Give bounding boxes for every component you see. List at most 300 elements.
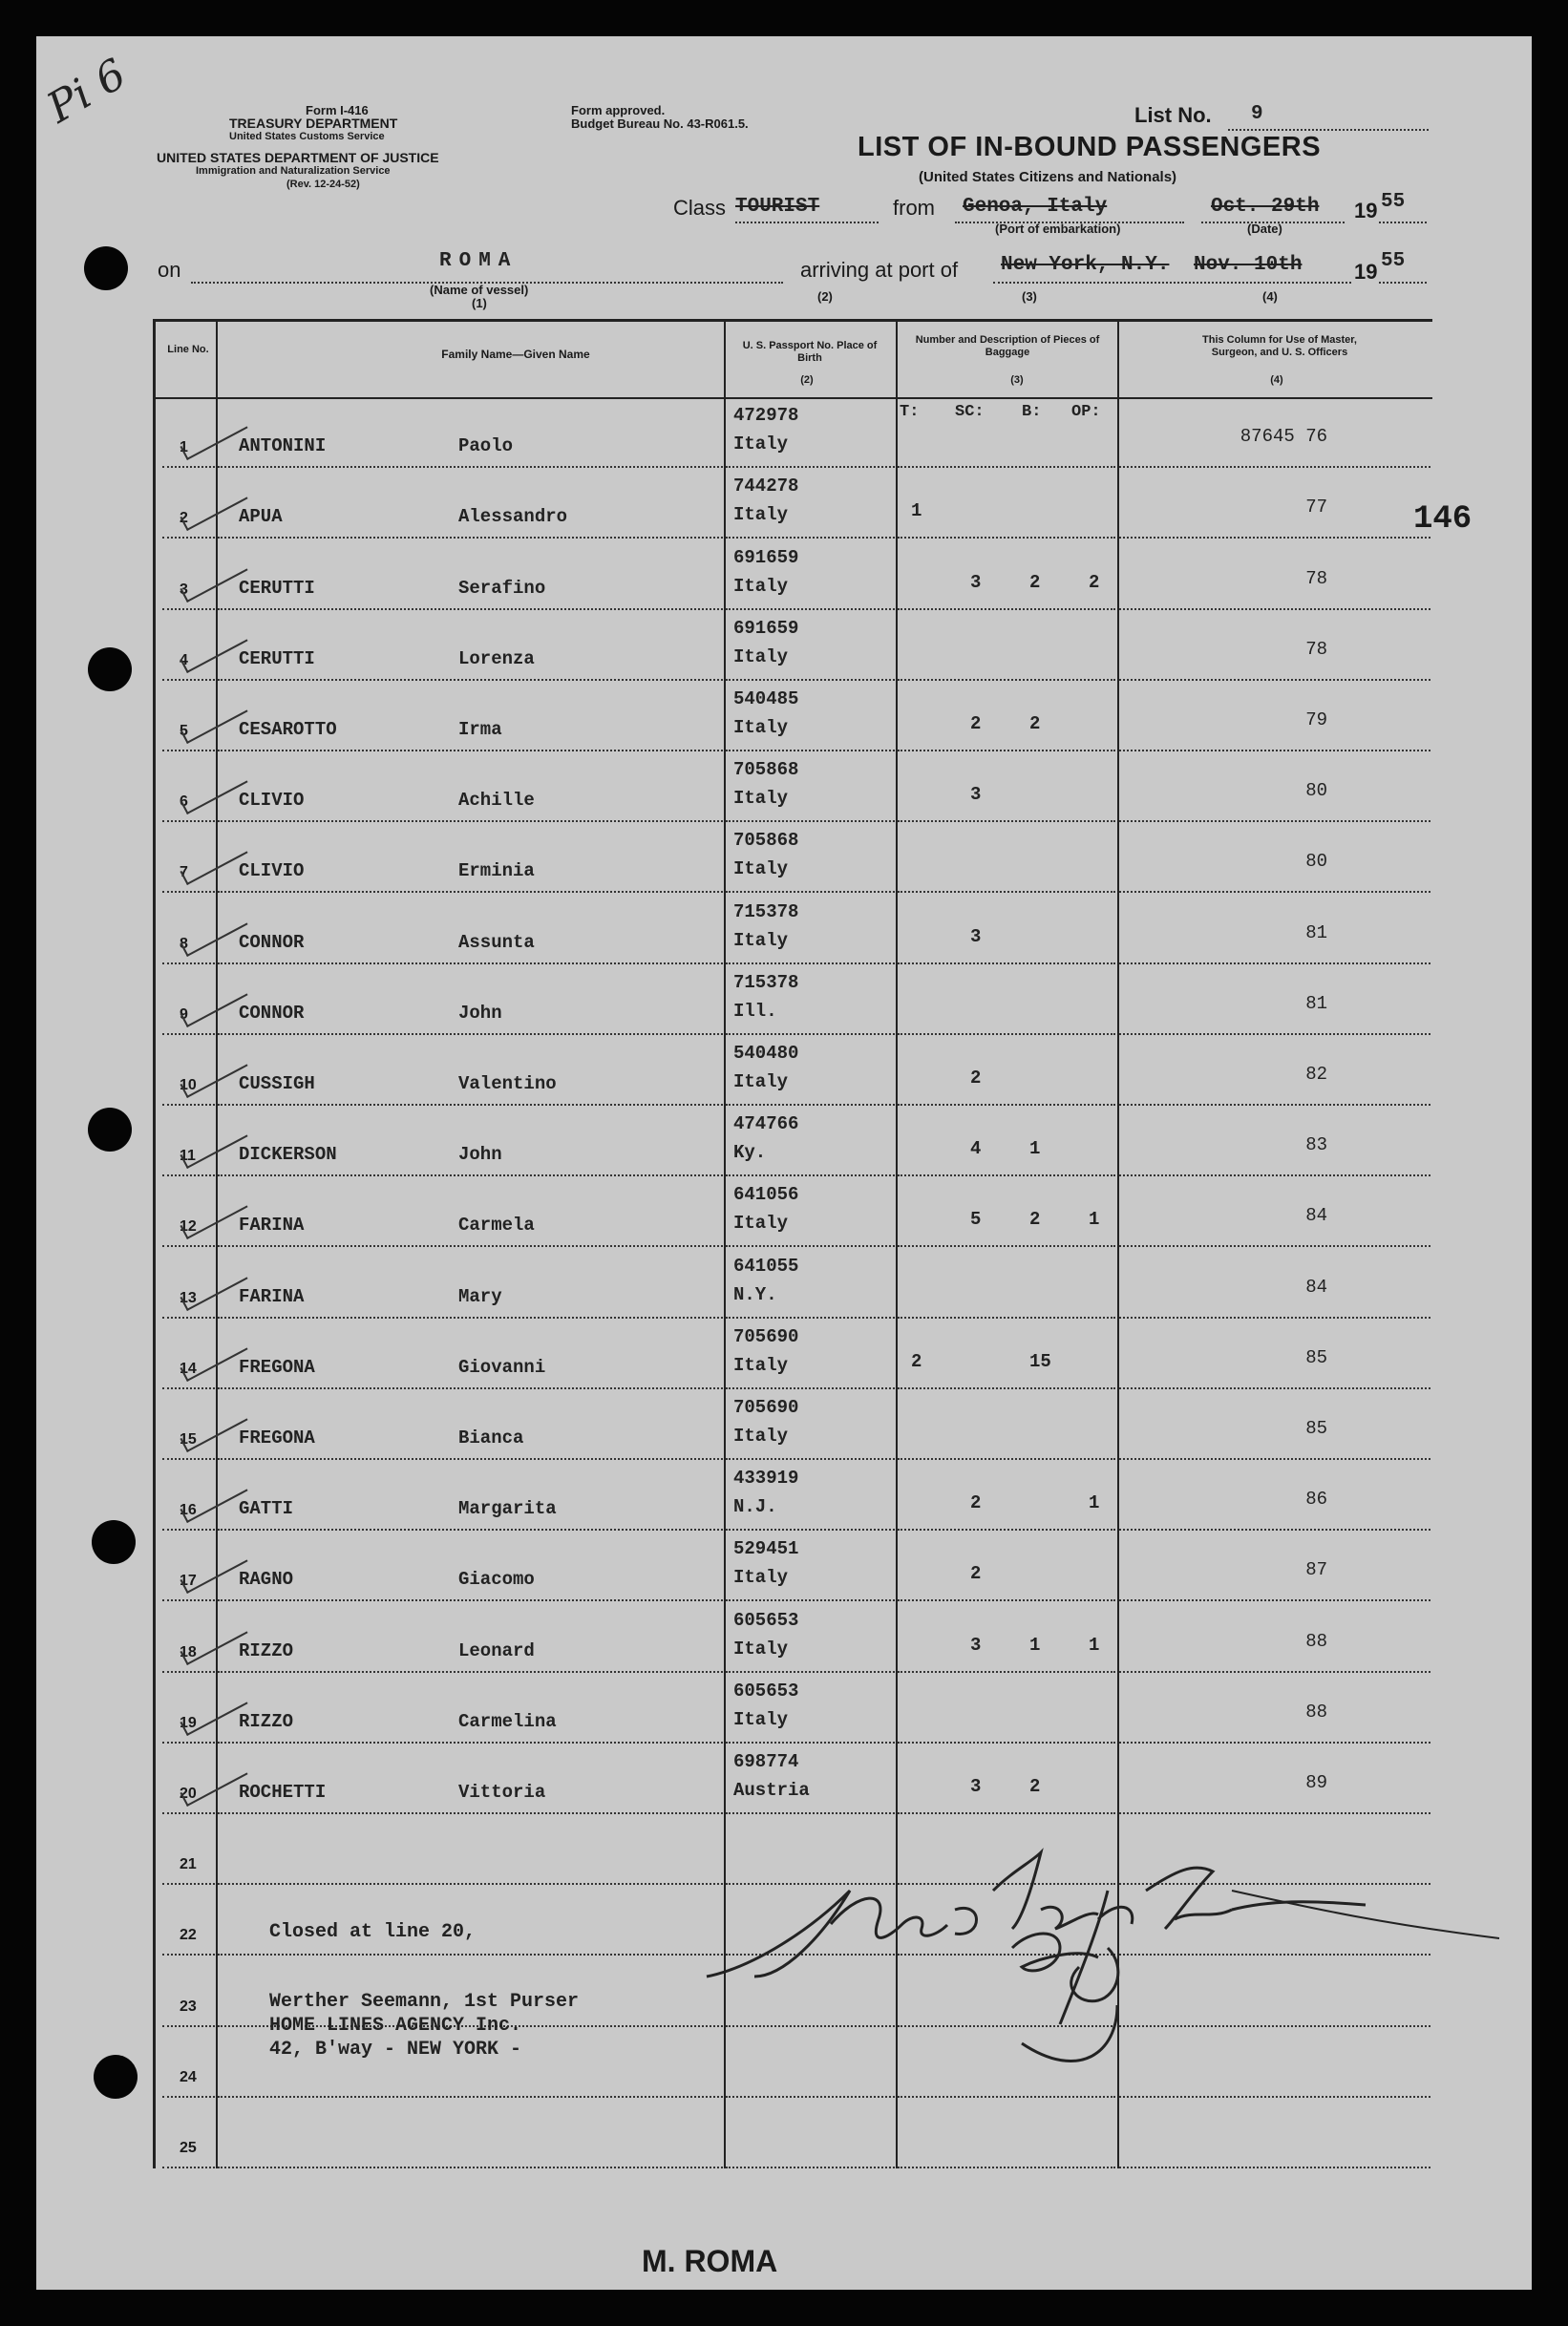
row-rule xyxy=(1119,2167,1430,2168)
row-rule xyxy=(1119,1245,1430,1247)
baggage-other: 2 xyxy=(1089,571,1100,593)
row-rule xyxy=(162,1458,215,1460)
row-rule xyxy=(218,891,723,893)
officer-entry: 87645 76 xyxy=(1240,426,1327,448)
row-rule xyxy=(218,466,723,468)
line-number: 1 xyxy=(180,439,188,456)
officer-entry: 79 xyxy=(1305,709,1327,730)
officer-entry: 85 xyxy=(1305,1418,1327,1439)
class-label: Class xyxy=(673,196,727,220)
line-number: 18 xyxy=(180,1643,197,1660)
year-line-2 xyxy=(1379,282,1427,284)
row-rule xyxy=(898,1529,1115,1531)
row-rule xyxy=(726,1174,895,1176)
form-number: Form I-416 xyxy=(306,103,369,117)
row-rule xyxy=(726,466,895,468)
officer-entry: 88 xyxy=(1305,1630,1327,1652)
treasury-department: TREASURY DEPARTMENT xyxy=(229,116,398,131)
baggage-other: 1 xyxy=(1089,1492,1100,1514)
row-rule xyxy=(162,1245,215,1247)
row-rule xyxy=(162,2096,215,2098)
row-rule xyxy=(218,679,723,681)
officer-entry: 89 xyxy=(1305,1772,1327,1793)
baggage-bags: 1 xyxy=(1029,1634,1041,1656)
from-label: from xyxy=(893,196,935,220)
bag-code-b: B: xyxy=(1022,403,1042,421)
row-rule xyxy=(218,608,723,610)
row-rule xyxy=(162,891,215,893)
family-name: CUSSIGH xyxy=(239,1073,315,1094)
baggage-trunks: 2 xyxy=(911,1350,922,1372)
line-number: 10 xyxy=(180,1077,197,1093)
date-label: (Date) xyxy=(1247,222,1282,236)
punch-hole xyxy=(84,246,128,290)
line-number: 7 xyxy=(180,864,188,881)
line-number: 11 xyxy=(180,1148,196,1165)
row-rule xyxy=(726,537,895,539)
header-rule xyxy=(153,397,1432,399)
passport-number: 433919 xyxy=(733,1468,799,1490)
vessel-label: (Name of vessel) xyxy=(430,283,529,297)
header-name: Family Name—Given Name xyxy=(441,348,590,361)
signature xyxy=(697,1833,1509,2082)
row-rule xyxy=(726,1742,895,1744)
purser-name: Werther Seemann, 1st Purser xyxy=(269,1991,580,2013)
passport-number: 691659 xyxy=(733,617,799,639)
family-name: FREGONA xyxy=(239,1427,315,1448)
row-rule xyxy=(1119,1387,1430,1389)
family-name: APUA xyxy=(239,506,283,528)
given-name: Vittoria xyxy=(458,1782,546,1803)
document-subtitle: (United States Citizens and Nationals) xyxy=(919,169,1177,185)
given-name: Bianca xyxy=(458,1427,524,1448)
officer-entry: 83 xyxy=(1305,1134,1327,1156)
row-rule xyxy=(726,1104,895,1106)
row-rule xyxy=(162,679,215,681)
place-of-birth: Italy xyxy=(733,1213,789,1235)
row-rule xyxy=(162,1104,215,1106)
column-number-2: (2) xyxy=(817,289,833,304)
given-name: Achille xyxy=(458,790,535,812)
bag-code-t: T: xyxy=(900,403,920,421)
year-value-2: 55 xyxy=(1381,250,1406,272)
row-rule xyxy=(1119,820,1430,822)
row-rule xyxy=(162,466,215,468)
line-number: 23 xyxy=(180,1998,197,2015)
passport-number: 705868 xyxy=(733,759,799,781)
row-rule xyxy=(898,1104,1115,1106)
place-of-birth: Italy xyxy=(733,504,789,526)
arrival-line xyxy=(993,282,1351,284)
given-name: John xyxy=(458,1144,502,1166)
embarkation-label: (Port of embarkation) xyxy=(995,222,1121,236)
row-rule xyxy=(726,891,895,893)
row-rule xyxy=(726,1317,895,1319)
officer-entry: 81 xyxy=(1305,921,1327,943)
arriving-label: arriving at port of xyxy=(800,258,959,282)
row-rule xyxy=(218,1104,723,1106)
on-label: on xyxy=(158,258,181,282)
justice-department: UNITED STATES DEPARTMENT OF JUSTICE xyxy=(157,150,439,165)
row-rule xyxy=(218,1458,723,1460)
place-of-birth: Italy xyxy=(733,645,789,667)
baggage-suitcases: 2 xyxy=(970,1068,982,1089)
baggage-other: 1 xyxy=(1089,1209,1100,1231)
place-of-birth: Italy xyxy=(733,788,789,810)
row-rule xyxy=(898,2167,1115,2168)
passport-number: 705690 xyxy=(733,1325,799,1347)
form-revision: (Rev. 12-24-52) xyxy=(286,179,360,190)
row-rule xyxy=(898,1317,1115,1319)
officer-entry: 88 xyxy=(1305,1701,1327,1723)
row-rule xyxy=(218,537,723,539)
punch-hole xyxy=(94,2055,138,2099)
row-rule xyxy=(218,1317,723,1319)
header-line-no: Line No. xyxy=(167,344,209,355)
customs-service: United States Customs Service xyxy=(229,131,385,142)
place-of-birth: Italy xyxy=(733,433,789,455)
row-rule xyxy=(898,466,1115,468)
row-rule xyxy=(898,750,1115,751)
row-rule xyxy=(218,1954,723,1956)
list-number-line xyxy=(1228,129,1429,131)
family-name: CONNOR xyxy=(239,1002,305,1024)
row-rule xyxy=(726,1458,895,1460)
given-name: Carmelina xyxy=(458,1710,557,1732)
row-rule xyxy=(726,750,895,751)
passport-number: 641056 xyxy=(733,1184,799,1206)
column-number-4: (4) xyxy=(1262,289,1278,304)
place-of-birth: Italy xyxy=(733,929,789,951)
place-of-birth: N.J. xyxy=(733,1496,777,1518)
family-name: CESAROTTO xyxy=(239,719,337,740)
passport-number: 605653 xyxy=(733,1680,799,1702)
row-rule xyxy=(218,1174,723,1176)
line-number: 25 xyxy=(180,2140,197,2156)
family-name: GATTI xyxy=(239,1498,294,1520)
officer-entry: 85 xyxy=(1305,1346,1327,1368)
agency-name: HOME LINES AGENCY Inc. xyxy=(269,2015,522,2037)
baggage-suitcases: 2 xyxy=(970,1563,982,1585)
line-number: 17 xyxy=(180,1573,197,1590)
row-rule xyxy=(218,1033,723,1035)
given-name: Assunta xyxy=(458,931,535,953)
row-rule xyxy=(898,820,1115,822)
family-name: DICKERSON xyxy=(239,1144,337,1166)
form-approved: Form approved. xyxy=(571,103,666,117)
officer-entry: 81 xyxy=(1305,992,1327,1014)
baggage-other: 1 xyxy=(1089,1634,1100,1656)
row-rule xyxy=(218,1671,723,1673)
baggage-trunks: 1 xyxy=(911,500,922,522)
baggage-bags: 2 xyxy=(1029,571,1041,593)
row-rule xyxy=(218,820,723,822)
given-name: Mary xyxy=(458,1285,502,1307)
place-of-birth: Italy xyxy=(733,1567,789,1589)
place-of-birth: Italy xyxy=(733,1708,789,1730)
officer-entry: 86 xyxy=(1305,1489,1327,1511)
header-baggage: Number and Description of Pieces of Baggage xyxy=(915,334,1100,358)
row-rule xyxy=(162,1174,215,1176)
document-title: LIST OF IN-BOUND PASSENGERS xyxy=(858,132,1322,162)
row-rule xyxy=(218,1387,723,1389)
family-name: RIZZO xyxy=(239,1639,294,1661)
given-name: Lorenza xyxy=(458,647,535,669)
family-name: FREGONA xyxy=(239,1356,315,1378)
place-of-birth: Italy xyxy=(733,858,789,880)
place-of-birth: Ky. xyxy=(733,1142,767,1164)
passport-number: 691659 xyxy=(733,546,799,568)
row-rule xyxy=(898,1174,1115,1176)
passport-number: 474766 xyxy=(733,1113,799,1135)
given-name: Alessandro xyxy=(458,506,568,528)
row-rule xyxy=(726,608,895,610)
bag-code-op: OP: xyxy=(1071,403,1101,421)
row-rule xyxy=(1119,1458,1430,1460)
officer-entry: 78 xyxy=(1305,567,1327,589)
row-rule xyxy=(162,1529,215,1531)
family-name: CONNOR xyxy=(239,931,305,953)
row-rule xyxy=(218,962,723,964)
place-of-birth: N.Y. xyxy=(733,1283,777,1305)
row-rule xyxy=(218,1883,723,1885)
officer-entry: 77 xyxy=(1305,497,1327,518)
row-rule xyxy=(726,2167,895,2168)
header-passport: U. S. Passport No. Place of Birth xyxy=(742,340,878,364)
row-rule xyxy=(898,1742,1115,1744)
passport-number: 744278 xyxy=(733,476,799,497)
closed-at-line: Closed at line 20, xyxy=(269,1921,477,1943)
given-name: Margarita xyxy=(458,1498,557,1520)
family-name: CLIVIO xyxy=(239,790,305,812)
row-rule xyxy=(162,1954,215,1956)
punch-hole xyxy=(88,647,132,691)
line-number: 24 xyxy=(180,2068,197,2085)
row-rule xyxy=(1119,608,1430,610)
row-rule xyxy=(1119,1671,1430,1673)
line-number: 22 xyxy=(180,1927,197,1944)
row-rule xyxy=(162,750,215,751)
header-officers: This Column for Use of Master, Surgeon, and U. S. Officers xyxy=(1202,334,1357,358)
row-rule xyxy=(1119,1599,1430,1601)
row-rule xyxy=(162,1883,215,1885)
class-value: TOURIST xyxy=(735,196,820,218)
baggage-bags: 15 xyxy=(1029,1350,1051,1372)
passport-number: 698774 xyxy=(733,1751,799,1772)
year-value: 55 xyxy=(1381,191,1406,213)
row-rule xyxy=(726,1033,895,1035)
row-rule xyxy=(162,962,215,964)
line-number: 19 xyxy=(180,1714,197,1731)
row-rule xyxy=(898,2096,1115,2098)
line-number: 20 xyxy=(180,1786,197,1802)
line-number: 6 xyxy=(180,793,188,811)
row-rule xyxy=(898,1812,1115,1814)
row-rule xyxy=(162,820,215,822)
baggage-bags: 2 xyxy=(1029,1209,1041,1231)
row-rule xyxy=(898,1458,1115,1460)
table-top-rule xyxy=(153,319,1432,322)
header-column-3: (3) xyxy=(1010,374,1024,386)
family-name: RAGNO xyxy=(239,1569,294,1591)
row-rule xyxy=(162,608,215,610)
year-line xyxy=(1379,222,1427,223)
row-rule xyxy=(1119,537,1430,539)
given-name: John xyxy=(458,1002,502,1024)
row-rule xyxy=(162,1599,215,1601)
line-number: 16 xyxy=(180,1502,197,1519)
family-name: CERUTTI xyxy=(239,577,315,599)
punch-hole xyxy=(88,1108,132,1152)
row-rule xyxy=(1119,1812,1430,1814)
row-rule xyxy=(898,1599,1115,1601)
row-rule xyxy=(162,2025,215,2027)
baggage-suitcases: 3 xyxy=(970,784,982,806)
baggage-bags: 2 xyxy=(1029,1776,1041,1797)
row-rule xyxy=(898,1245,1115,1247)
given-name: Irma xyxy=(458,719,502,740)
officer-entry: 80 xyxy=(1305,780,1327,802)
column-number-3: (3) xyxy=(1022,289,1037,304)
row-rule xyxy=(726,962,895,964)
budget-bureau: Budget Bureau No. 43-R061.5. xyxy=(571,116,749,131)
baggage-suitcases: 4 xyxy=(970,1138,982,1160)
line-number: 13 xyxy=(180,1289,197,1306)
line-number: 21 xyxy=(180,1856,197,1873)
row-rule xyxy=(1119,962,1430,964)
officer-entry: 82 xyxy=(1305,1064,1327,1085)
line-number: 9 xyxy=(180,1005,188,1023)
family-name: ANTONINI xyxy=(239,435,327,457)
place-of-birth: Italy xyxy=(733,1071,789,1092)
row-rule xyxy=(898,1387,1115,1389)
row-rule xyxy=(218,1812,723,1814)
row-rule xyxy=(1119,891,1430,893)
line-number: 8 xyxy=(180,935,188,952)
row-rule xyxy=(218,1245,723,1247)
row-rule xyxy=(162,1387,215,1389)
baggage-suitcases: 3 xyxy=(970,571,982,593)
officer-entry: 84 xyxy=(1305,1205,1327,1227)
officer-entry: 78 xyxy=(1305,638,1327,660)
passport-number: 705868 xyxy=(733,830,799,852)
row-rule xyxy=(726,1387,895,1389)
place-of-birth: Italy xyxy=(733,717,789,738)
family-name: CLIVIO xyxy=(239,860,305,882)
agency-address: 42, B'way - NEW YORK - xyxy=(269,2039,522,2061)
passport-number: 529451 xyxy=(733,1538,799,1560)
family-name: CERUTTI xyxy=(239,647,315,669)
row-rule xyxy=(726,2096,895,2098)
passport-number: 605653 xyxy=(733,1609,799,1631)
given-name: Giacomo xyxy=(458,1569,535,1591)
line-number: 15 xyxy=(180,1431,197,1448)
arrival-port: New York, N.Y. xyxy=(1001,254,1170,276)
line-number: 12 xyxy=(180,1218,197,1236)
family-name: FARINA xyxy=(239,1215,305,1237)
row-rule xyxy=(1119,750,1430,751)
place-of-birth: Italy xyxy=(733,1638,789,1660)
row-rule xyxy=(1119,1317,1430,1319)
officer-entry: 84 xyxy=(1305,1276,1327,1298)
embarkation-port: Genoa, Italy xyxy=(963,196,1108,218)
passport-number: 705690 xyxy=(733,1397,799,1418)
year-prefix-2: 19 xyxy=(1354,260,1378,284)
row-rule xyxy=(898,962,1115,964)
row-rule xyxy=(726,1529,895,1531)
passport-number: 472978 xyxy=(733,405,799,427)
row-rule xyxy=(1119,466,1430,468)
line-number: 5 xyxy=(180,723,188,739)
row-rule xyxy=(162,1812,215,1814)
row-rule xyxy=(162,1317,215,1319)
officer-entry: 80 xyxy=(1305,851,1327,873)
row-rule xyxy=(726,1599,895,1601)
passport-number: 540480 xyxy=(733,1043,799,1064)
place-of-birth: Italy xyxy=(733,1426,789,1447)
row-rule xyxy=(898,679,1115,681)
given-name: Erminia xyxy=(458,860,535,882)
place-of-birth: Italy xyxy=(733,575,789,597)
row-rule xyxy=(1119,1174,1430,1176)
baggage-suitcases: 2 xyxy=(970,1492,982,1514)
departure-date: Oct. 29th xyxy=(1211,196,1320,218)
line-number: 14 xyxy=(180,1360,197,1377)
row-rule xyxy=(726,1812,895,1814)
row-rule xyxy=(1119,2096,1430,2098)
place-of-birth: Italy xyxy=(733,1354,789,1376)
row-rule xyxy=(898,608,1115,610)
immigration-service: Immigration and Naturalization Service xyxy=(196,165,391,177)
footer-stamp: M. ROMA xyxy=(642,2244,778,2278)
baggage-bags: 2 xyxy=(1029,713,1041,734)
header-column-4: (4) xyxy=(1270,374,1283,386)
arrival-date: Nov. 10th xyxy=(1194,254,1303,276)
row-rule xyxy=(162,1742,215,1744)
line-number: 3 xyxy=(180,581,188,598)
given-name: Paolo xyxy=(458,435,514,457)
row-rule xyxy=(218,2096,723,2098)
row-rule xyxy=(218,1529,723,1531)
row-rule xyxy=(898,537,1115,539)
row-rule xyxy=(726,1671,895,1673)
row-rule xyxy=(726,820,895,822)
given-name: Carmela xyxy=(458,1215,535,1237)
passport-number: 641055 xyxy=(733,1255,799,1277)
family-name: FARINA xyxy=(239,1285,305,1307)
class-line xyxy=(735,222,879,223)
line-number: 4 xyxy=(180,651,188,668)
baggage-bags: 1 xyxy=(1029,1138,1041,1160)
punch-hole xyxy=(92,1520,136,1564)
line-number: 2 xyxy=(180,510,188,527)
passport-number: 715378 xyxy=(733,900,799,922)
passport-number: 540485 xyxy=(733,688,799,709)
given-name: Valentino xyxy=(458,1073,557,1094)
row-rule xyxy=(162,1671,215,1673)
row-rule xyxy=(1119,1033,1430,1035)
row-rule xyxy=(162,2167,215,2168)
page-number: 146 xyxy=(1413,501,1473,538)
given-name: Giovanni xyxy=(458,1356,546,1378)
vessel-name: ROMA xyxy=(439,250,519,272)
row-rule xyxy=(218,750,723,751)
row-rule xyxy=(1119,679,1430,681)
row-rule xyxy=(1119,1742,1430,1744)
row-rule xyxy=(162,1033,215,1035)
family-name: RIZZO xyxy=(239,1710,294,1732)
given-name: Serafino xyxy=(458,577,546,599)
